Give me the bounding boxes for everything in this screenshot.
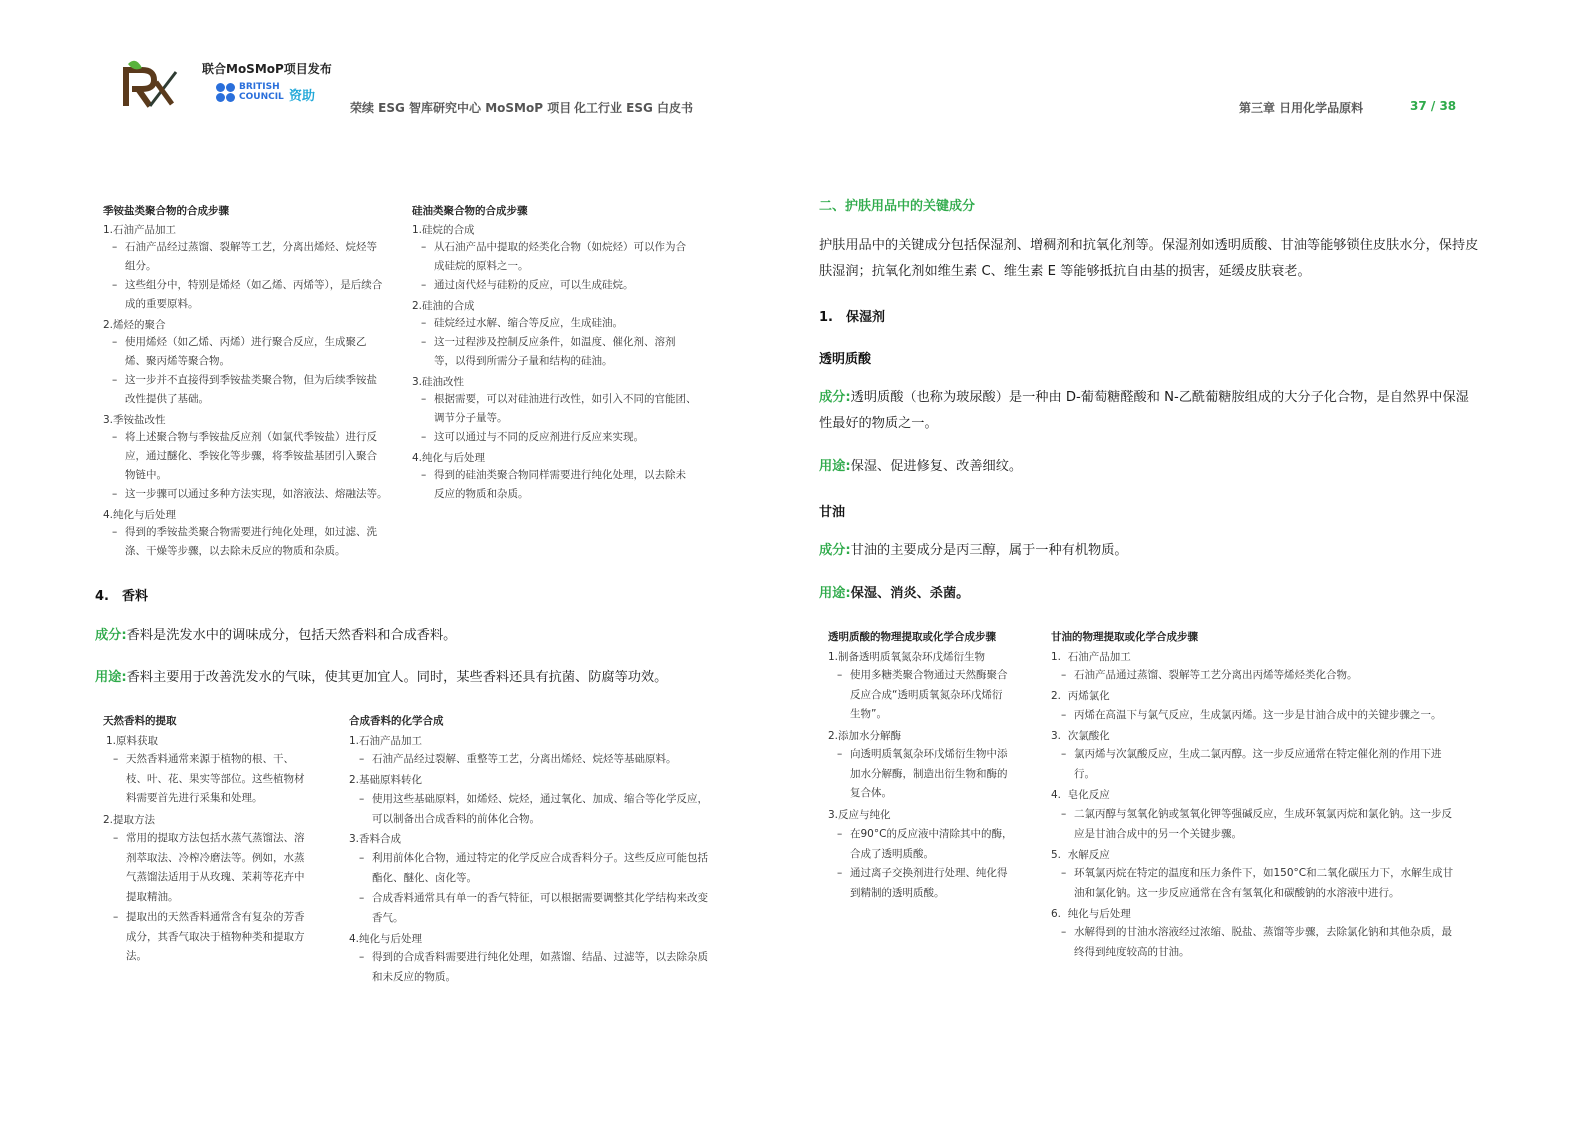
rx-logo (120, 58, 182, 110)
quat-step-4: 4.纯化与后处理 (103, 509, 177, 521)
silicone-step-2: 2.硅油的合成 (412, 300, 475, 312)
glycerin-composition: 成分:甘油的主要成分是丙三醇，属于一种有机物质。 (819, 543, 1128, 558)
glycerin-step-1: 1. 石油产品加工 (1051, 651, 1131, 663)
hyaluronic-acid-heading: 透明质酸 (819, 352, 872, 367)
hyaluronic-acid-usage: 用途:保湿、促进修复、改善细纹。 (819, 459, 1023, 474)
ha-step-3: 3.反应与纯化 (828, 809, 891, 821)
skincare-heading: 二、护肤用品中的关键成分 (819, 199, 976, 214)
hyaluronic-acid-composition: 成分:透明质酸（也称为玻尿酸）是一种由 D-葡萄糖醛酸和 N-乙酰葡糖胺组成的大分子化合物，是自然界中保湿性最好的物质之一。 (819, 390, 1469, 431)
british-council-logo-text: BRITISH COUNCIL (239, 82, 284, 102)
synthetic-step-1a: – 石油产品经过裂解、重整等工艺，分离出烯烃、烷烃等基础原料。 (359, 753, 677, 765)
header-doc-title: 化工行业 ESG 白皮书 (574, 101, 694, 115)
british-council-dots-icon (216, 83, 236, 103)
page-number: 37 / 38 (1410, 99, 1457, 113)
quat-step-2a: – 使用烯烃（如乙烯、丙烯）进行聚合反应，生成聚乙烯、聚丙烯等聚合物。 (112, 336, 367, 367)
glycerin-heading: 甘油 (819, 505, 846, 520)
natural-step-2: 2.提取方法 (103, 814, 156, 826)
quat-step-2b: – 这一步并不直接得到季铵盐类聚合物，但为后续季铵盐改性提供了基础。 (112, 374, 377, 405)
publish-label: 联合MoSMoP项目发布 (202, 62, 332, 76)
fragrance-composition: 成分:香料是洗发水中的调味成分，包括天然香料和合成香料。 (95, 628, 457, 643)
glycerin-step-5: 5. 水解反应 (1051, 849, 1110, 861)
moisturizer-heading: 1. 保湿剂 (819, 310, 885, 325)
quat-step-1a: – 石油产品经过蒸馏、裂解等工艺，分离出烯烃、烷烃等组分。 (112, 241, 377, 272)
ha-step-1a: – 使用多糖类聚合物通过天然酶聚合反应合成“透明质氧氮杂环戊烯衍生物”。 (837, 669, 1008, 721)
glycerin-step-3a: – 氯丙烯与次氯酸反应，生成二氯丙醇。这一步反应通常在特定催化剂的作用下进行。 (1061, 748, 1442, 780)
natural-step-1: 1.原料获取 (106, 735, 159, 747)
synthetic-step-3: 3.香料合成 (349, 833, 402, 845)
glycerin-step-5a: – 环氧氯丙烷在特定的温度和压力条件下，如150°C和二氧化碳压力下，水解生成甘油和氯化钠。这一步反应通常在含有氢氧化和碳酸钠的水溶液中进行。 (1061, 867, 1454, 899)
synthetic-step-4: 4.纯化与后处理 (349, 933, 423, 945)
synthetic-step-1: 1.石油产品加工 (349, 735, 423, 747)
quat-step-4a: – 得到的季铵盐类聚合物需要进行纯化处理，如过滤、洗涤、干燥等步骤，以去除未反应的物质和杂质。 (112, 526, 377, 557)
ha-step-2: 2.添加水分解酶 (828, 730, 902, 742)
glycerin-step-3: 3. 次氯酸化 (1051, 730, 1110, 742)
natural-step-2b: – 提取出的天然香料通常含有复杂的芳香成分，其香气取决于植物种类和提取方法。 (113, 911, 305, 963)
ha-step-3b: – 通过离子交换剂进行处理、纯化得到精制的透明质酸。 (837, 867, 1008, 899)
silicone-step-3a: – 根据需要，可以对硅油进行改性，如引入不同的官能团、调节分子量等。 (421, 393, 697, 424)
synthetic-step-2: 2.基础原料转化 (349, 774, 423, 786)
fragrance-usage: 用途:香料主要用于改善洗发水的气味，使其更加宜人。同时，某些香料还具有抗菌、防腐等功效。 (95, 670, 668, 685)
glycerin-step-4: 4. 皂化反应 (1051, 789, 1110, 801)
glycerin-usage: 用途:保湿、消炎、杀菌。 (819, 586, 970, 601)
silicone-step-2b: – 这一过程涉及控制反应条件，如温度、催化剂、溶剂等，以得到所需分子量和结构的硅油。 (421, 336, 676, 367)
synthetic-step-3b: – 合成香料通常具有单一的香气特征，可以根据需要调整其化学结构来改变香气。 (359, 892, 708, 924)
glycerin-step-6: 6. 纯化与后处理 (1051, 908, 1131, 920)
funding-label: 资助 (289, 89, 316, 104)
silicone-title: 硅油类聚合物的合成步骤 (412, 205, 528, 217)
silicone-step-3b: – 这可以通过与不同的反应剂进行反应来实现。 (421, 431, 644, 443)
fragrance-heading: 4. 香料 (95, 589, 148, 604)
header-org: 荣续 ESG 智库研究中心 MoSMoP 项目 (350, 101, 572, 115)
glycerin-step-2: 2. 丙烯氯化 (1051, 690, 1110, 702)
natural-title: 天然香料的提取 (103, 715, 177, 727)
synthetic-step-3a: – 利用前体化合物，通过特定的化学反应合成香料分子。这些反应可能包括酯化、醚化、卤化等。 (359, 852, 708, 884)
ha-step-3a: – 在90°C的反应液中清除其中的酶，合成了透明质酸。 (837, 828, 1013, 860)
quat-step-3a: – 将上述聚合物与季铵盐反应剂（如氯代季铵盐）进行反应，通过醚化、季铵化等步骤，将季铵盐基团引入聚合物链中。 (112, 431, 377, 481)
ha-steps-title: 透明质酸的物理提取或化学合成步骤 (828, 631, 996, 643)
silicone-step-4: 4.纯化与后处理 (412, 452, 486, 464)
quat-step-1: 1.石油产品加工 (103, 224, 177, 236)
silicone-step-3: 3.硅油改性 (412, 376, 465, 388)
glycerin-step-4a: – 二氯丙醇与氢氧化钠或氢氧化钾等强碱反应，生成环氧氯丙烷和氯化钠。这一步反应是甘油合成中的另一个关键步骤。 (1061, 808, 1452, 840)
glycerin-steps-title: 甘油的物理提取或化学合成步骤 (1051, 631, 1198, 643)
quat-title: 季铵盐类聚合物的合成步骤 (103, 205, 229, 217)
quat-step-1b: – 这些组分中，特别是烯烃（如乙烯、丙烯等），是后续合成的重要原料。 (112, 279, 383, 310)
synthetic-title: 合成香料的化学合成 (349, 715, 444, 727)
silicone-step-1: 1.硅烷的合成 (412, 224, 475, 236)
skincare-intro: 护肤用品中的关键成分包括保湿剂、增稠剂和抗氧化剂等。保湿剂如透明质酸、甘油等能够锁住皮肤水分，保持皮肤湿润；抗氧化剂如维生素 C、维生素 E 等能够抵抗自由基的损害，延缓皮肤衰老。 (819, 238, 1479, 279)
synthetic-step-4a: – 得到的合成香料需要进行纯化处理，如蒸馏、结晶、过滤等，以去除杂质和未反应的物质。 (359, 951, 708, 983)
quat-step-2: 2.烯烃的聚合 (103, 319, 166, 331)
glycerin-step-1a: – 石油产品通过蒸馏、裂解等工艺分离出丙烯等烯烃类化合物。 (1061, 669, 1358, 681)
quat-step-3: 3.季铵盐改性 (103, 414, 166, 426)
header-chapter: 第三章 日用化学品原料 (1239, 101, 1364, 115)
silicone-step-4a: – 得到的硅油类聚合物同样需要进行纯化处理，以去除未反应的物质和杂质。 (421, 469, 686, 500)
silicone-step-1b: – 通过卤代烃与硅粉的反应，可以生成硅烷。 (421, 279, 634, 291)
glycerin-step-2a: – 丙烯在高温下与氯气反应，生成氯丙烯。这一步是甘油合成中的关键步骤之一。 (1061, 709, 1442, 721)
silicone-step-2a: – 硅烷经过水解、缩合等反应，生成硅油。 (421, 317, 623, 329)
natural-step-1a: – 天然香料通常来源于植物的根、干、枝、叶、花、果实等部位。这些植物材料需要首先进行采集和处理。 (113, 753, 305, 805)
synthetic-step-2a: – 使用这些基础原料，如烯烃、烷烃，通过氧化、加成、缩合等化学反应，可以制备出合成香料的前体化合物。 (359, 793, 708, 825)
glycerin-step-6a: – 水解得到的甘油水溶液经过浓缩、脱盐、蒸馏等步骤，去除氯化钠和其他杂质，最终得到纯度较高的甘油。 (1061, 926, 1452, 958)
ha-step-1: 1.制备透明质氧氮杂环戊烯衍生物 (828, 651, 986, 663)
quat-step-3b: – 这一步骤可以通过多种方法实现，如溶液法、熔融法等。 (112, 488, 388, 500)
ha-step-2a: – 向透明质氧氮杂环戊烯衍生物中添加水分解酶，制造出衍生物和酶的复合体。 (837, 748, 1008, 800)
silicone-step-1a: – 从石油产品中提取的烃类化合物（如烷烃）可以作为合成硅烷的原料之一。 (421, 241, 686, 272)
natural-step-2a: – 常用的提取方法包括水蒸气蒸馏法、溶剂萃取法、冷榨冷磨法等。例如，水蒸气蒸馏法适用于从玫瑰、茉莉等花卉中提取精油。 (113, 832, 305, 904)
